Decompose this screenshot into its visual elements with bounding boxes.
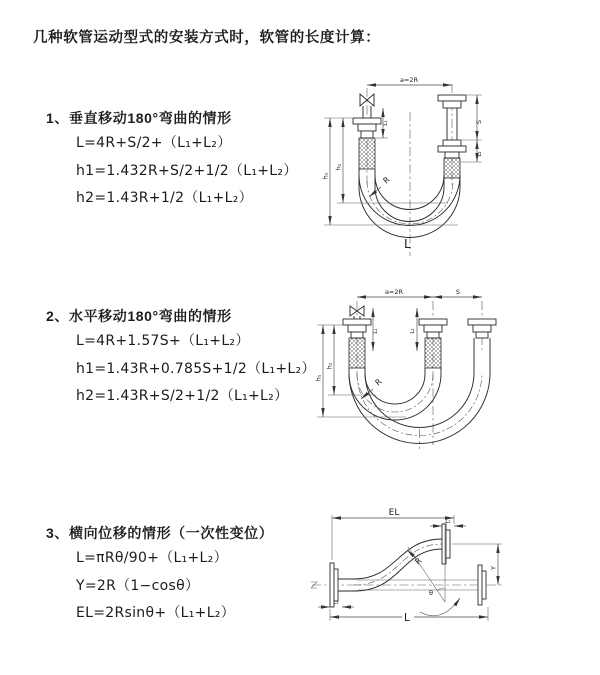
section-vertical-180 [46, 106, 298, 213]
formula-h2: h2=1.43R+S/2+1/2（L₁+L₂） [76, 388, 289, 404]
horizontal-bend-drawing [308, 283, 600, 463]
s-label: S [475, 119, 483, 125]
formula-length: L=πRθ/90+（L₁+L₂） [76, 550, 228, 566]
u-hose [349, 345, 490, 443]
formula-h1: h1=1.43R+0.785S+1/2（L₁+L₂） [76, 360, 316, 377]
horizontal-bend-diagram [308, 283, 600, 463]
dimension-y [452, 544, 502, 585]
radius-leader [407, 550, 424, 566]
lateral-displacement-drawing [302, 502, 598, 647]
s-curve-hose [354, 524, 450, 591]
theta-label: θ [429, 589, 433, 597]
h2-label: h₂ [325, 362, 334, 370]
lateral-displacement-diagram [302, 502, 598, 647]
a2r-label: a=2R [384, 288, 404, 296]
vertical-bend-diagram [310, 70, 595, 265]
l2-label: L₂ [410, 328, 416, 334]
dimension-length [330, 607, 488, 624]
s-label: S [455, 288, 461, 296]
dimension-l2 [410, 308, 417, 351]
y-label: Y [489, 566, 498, 570]
h1-label: h₁ [314, 374, 323, 382]
middle-pipe-fitting [419, 319, 447, 368]
formula-length: L=4R+S/2+（L₁+L₂） [76, 135, 232, 151]
length-label: L [404, 612, 410, 624]
dimension-a2r [367, 76, 452, 85]
left-pipe-fitting [353, 106, 381, 169]
centerline [311, 582, 502, 588]
braided-hose-section [349, 338, 365, 368]
section-2-heading: 2、水平移动180°弯曲的情形 [46, 308, 232, 324]
radius-label: R [373, 377, 384, 388]
dimension-l1 [373, 308, 379, 351]
l1-label: L₁ [383, 120, 389, 126]
radius-label: R [413, 556, 424, 567]
section-1-heading: 1、垂直移动180°弯曲的情形 [46, 110, 232, 126]
formula-h1: h1=1.432R+S/2+1/2（L₁+L₂） [76, 162, 298, 179]
el-label: EL [388, 508, 400, 518]
formula-el: EL=2Rsinθ+（L₁+L₂） [76, 605, 236, 621]
braided-hose-section [444, 158, 460, 178]
angle-construction [408, 522, 460, 616]
braided-hose-section [425, 338, 441, 368]
vertical-bend-drawing [310, 70, 595, 265]
section-horizontal-180 [46, 304, 316, 411]
l1-label: L₁ [333, 600, 339, 606]
l1-label: L₁ [373, 328, 379, 334]
h1-label: h₁ [321, 172, 330, 180]
left-pipe-fitting [343, 316, 371, 368]
dimension-h1-h2 [322, 118, 459, 225]
a2r-label: a=2R [399, 76, 419, 84]
radius-leader [361, 377, 384, 399]
radius-label: R [381, 175, 392, 186]
dimension-l2 [430, 519, 466, 526]
h2-label: h₂ [334, 163, 343, 171]
formula-y: Y=2R（1−cosθ） [76, 577, 200, 594]
section-3-heading: 3、横向位移的情形（一次性变位） [46, 525, 274, 541]
braided-hose-section [359, 138, 375, 169]
dimension-a2r-s [357, 288, 482, 297]
dimension-el [332, 508, 454, 560]
formula-h2: h2=1.43R+1/2（L₁+L₂） [76, 190, 253, 206]
centerlines [367, 84, 452, 256]
section-lateral-displacement [46, 521, 273, 628]
l2-label: L₂ [477, 151, 483, 157]
page-title: 几种软管运动型式的安装方式时，软管的长度计算： [33, 30, 381, 46]
formula-length: L=4R+1.57S+（L₁+L₂） [76, 333, 250, 349]
l2-label: L₂ [445, 519, 451, 525]
length-label: L [404, 237, 411, 251]
dimension-l1 [318, 600, 354, 607]
swing-arrow [420, 598, 460, 616]
